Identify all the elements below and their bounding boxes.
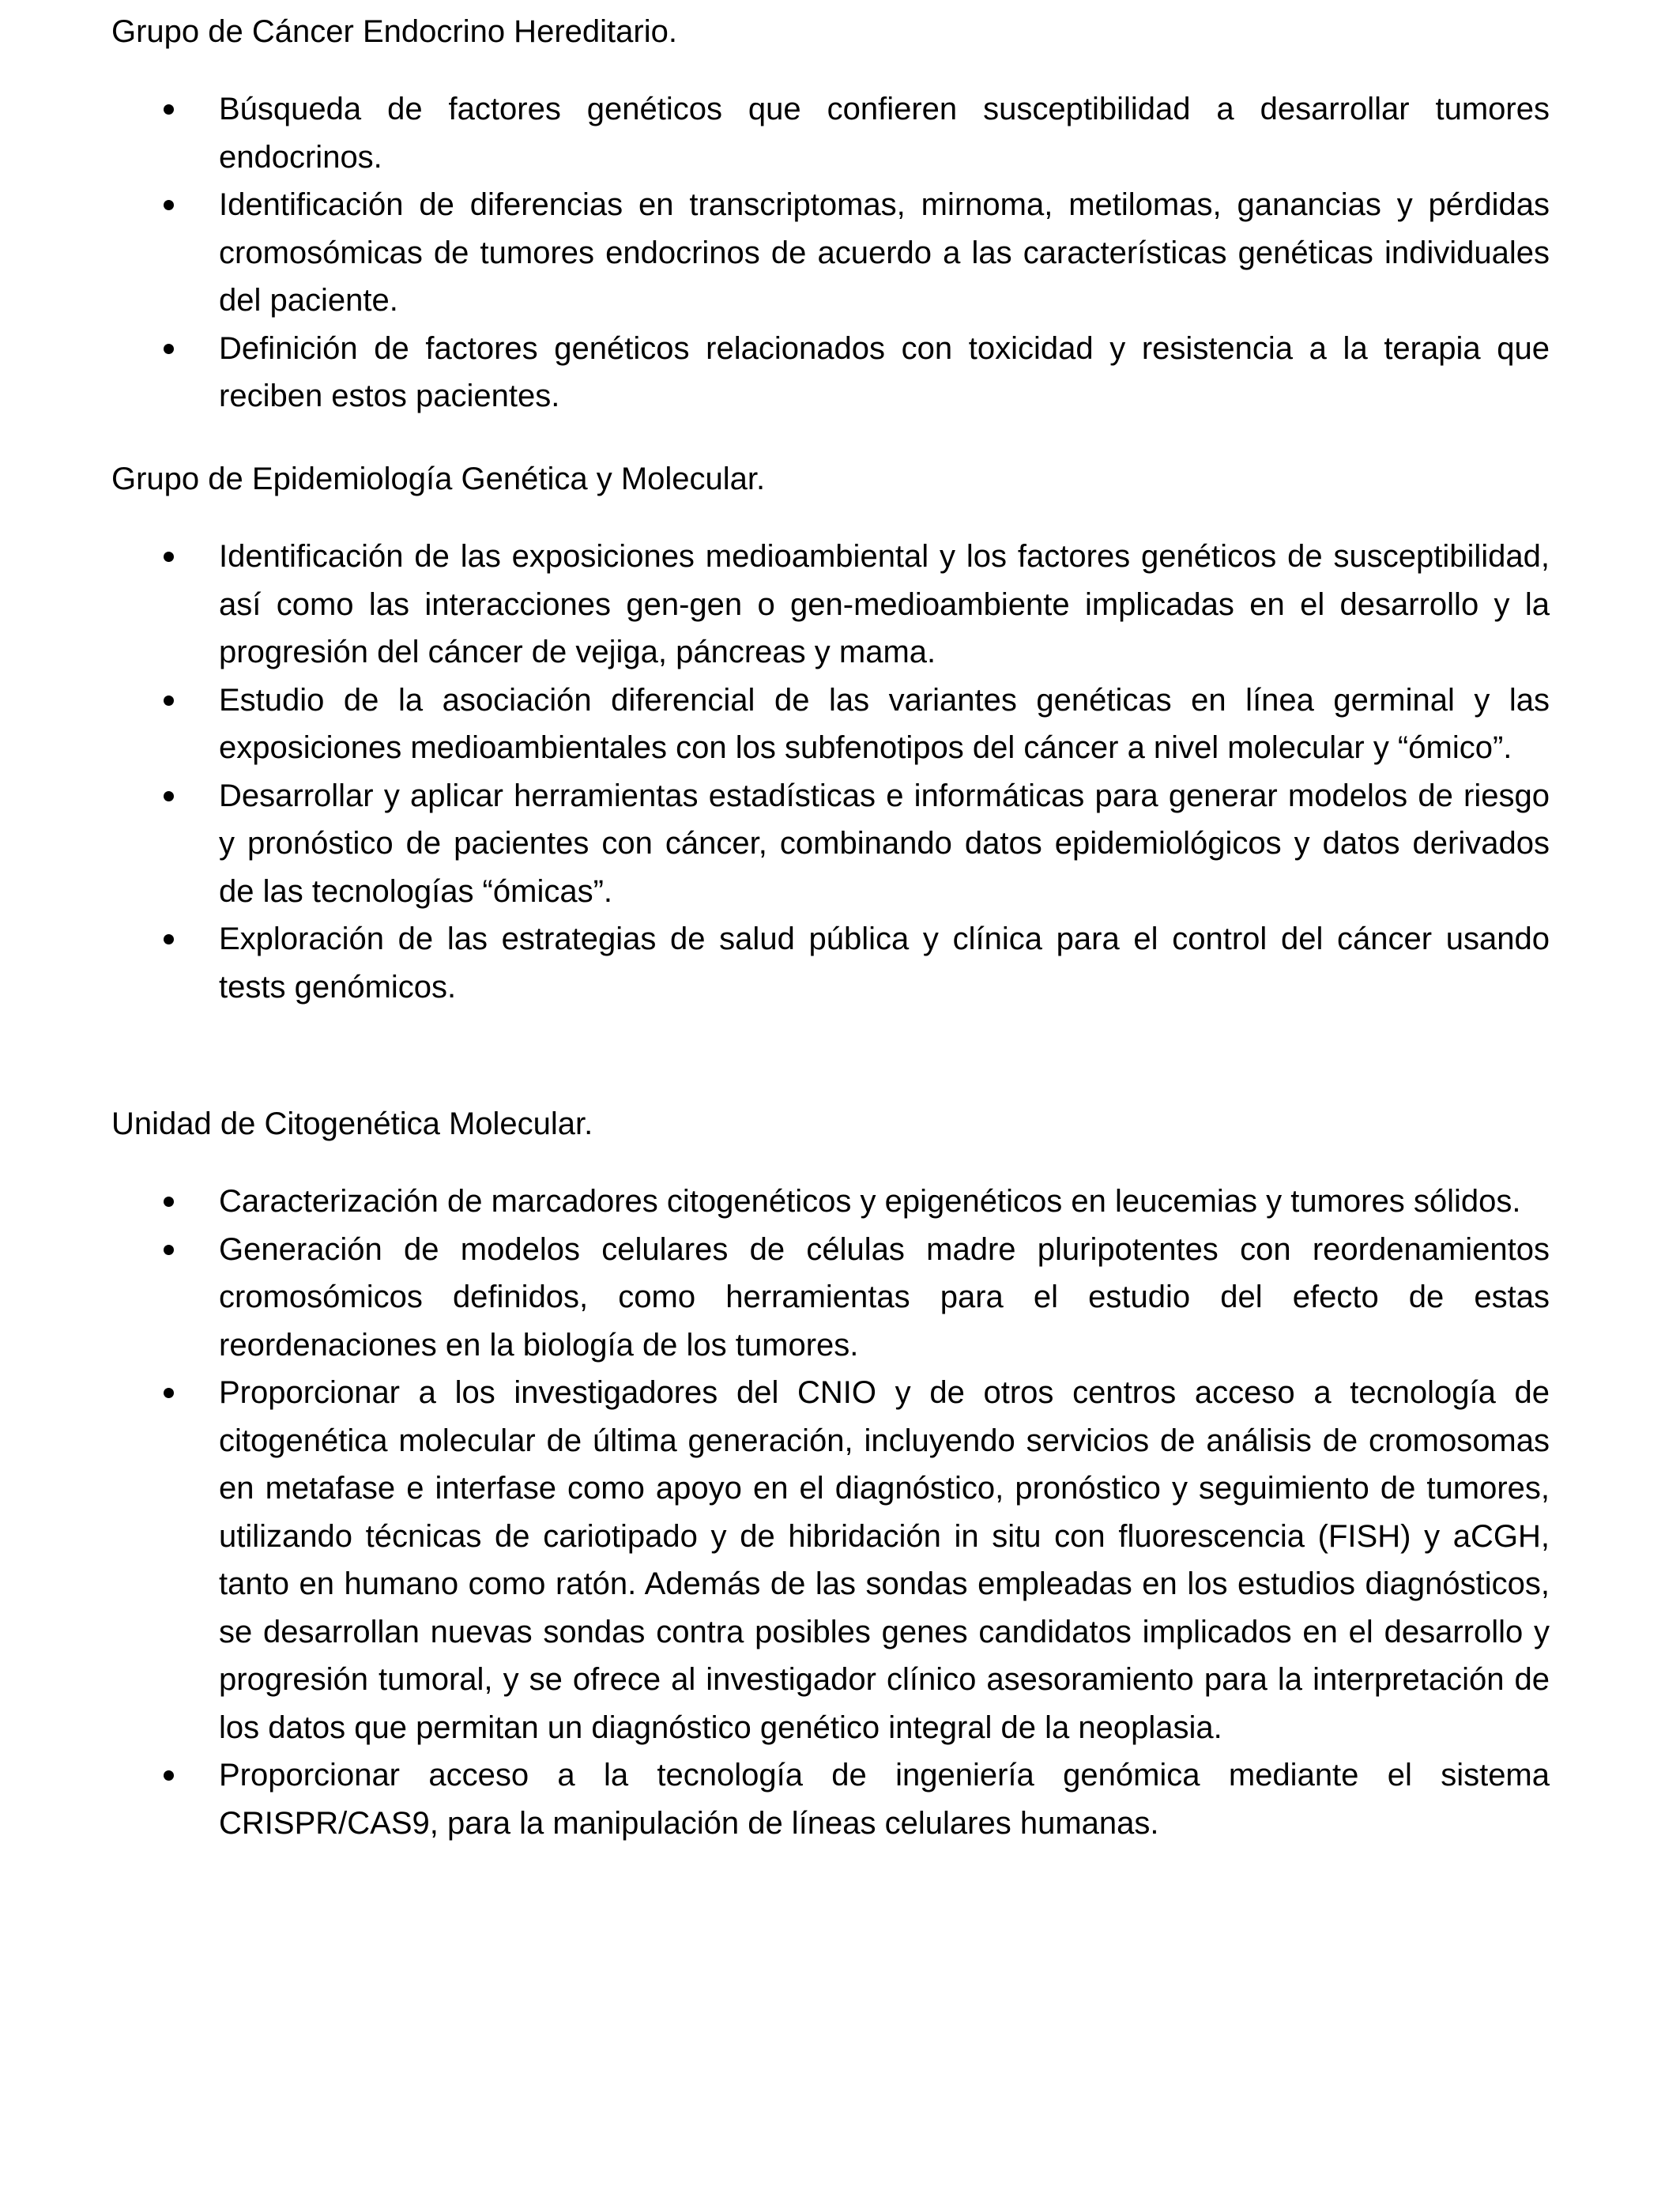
- list-item: [111, 181, 1550, 325]
- list-item: [111, 1369, 1550, 1751]
- bullet-icon: [164, 552, 174, 562]
- section-epidemiologia: [111, 455, 1550, 1005]
- list-item-text: Identificación de las exposiciones medioambiental y los factores genéticos de susceptibilidad, así como las interacciones gen-gen o gen-medioambiente implicadas en el desarrollo y la progresión del cáncer de vejiga, páncreas y mama.: [219, 539, 1550, 669]
- list-item-text: Exploración de las estrategias de salud pública y clínica para el control del cáncer usando tests genómicos.: [219, 922, 1550, 1005]
- list-item-text: Identificación de diferencias en transcriptomas, mirnoma, metilomas, ganancias y pérdidas cromosómicas de tumores endocrinos de acuerdo a las características genéticas individuales del paciente.: [219, 187, 1550, 318]
- bullet-list: [111, 1178, 1550, 1847]
- list-item-text: Generación de modelos celulares de células madre pluripotentes con reordenamientos cromosómicos definidos, como herramientas para el estudio del efecto de estas reordenaciones en la biología de los tumores.: [219, 1231, 1550, 1363]
- list-item: [111, 677, 1550, 772]
- section-cancer-endocrino: [111, 8, 1550, 413]
- bullet-icon: [164, 1388, 174, 1398]
- list-item-text: Estudio de la asociación diferencial de las variantes genéticas en línea germinal y las exposiciones medioambientales con los subfenotipos del cáncer a nivel molecular y “ómico”.: [219, 682, 1550, 765]
- bullet-icon: [164, 1197, 174, 1207]
- list-item: [111, 772, 1550, 916]
- list-item: [111, 1226, 1550, 1370]
- section-citogenetica: [111, 1100, 1550, 1841]
- bullet-icon: [164, 200, 174, 210]
- list-item-text: Caracterización de marcadores citogenéticos y epigenéticos en leucemias y tumores sólidos.: [219, 1184, 1521, 1219]
- list-item: [111, 915, 1550, 1011]
- list-item: [111, 1751, 1550, 1847]
- list-item: [111, 85, 1550, 181]
- list-item: [111, 325, 1550, 420]
- bullet-list: [111, 533, 1550, 1011]
- bullet-icon: [164, 696, 174, 706]
- list-item: [111, 533, 1550, 677]
- bullet-icon: [164, 344, 174, 354]
- list-item-text: Proporcionar acceso a la tecnología de ingeniería genómica mediante el sistema CRISPR/CAS9, para la manipulación de líneas celulares humanas.: [219, 1758, 1550, 1841]
- list-item-text: Proporcionar a los investigadores del CNIO y de otros centros acceso a tecnología de citogenética molecular de última generación, incluyendo servicios de análisis de cromosomas en metafase e interfase como apoyo en el diagnóstico, pronóstico y seguimiento de tumores, utilizando técnicas de cariotipado y de hibridación in situ con fluorescencia (FISH) y aCGH, tanto en humano como ratón. Además de las sondas empleadas en los estudios diagnósticos, se desarrollan nuevas sondas contra posibles genes candidatos implicados en el desarrollo y progresión tumoral, y se ofrece al investigador clínico asesoramiento para la interpretación de los datos que permitan un diagnóstico genético integral de la neoplasia.: [219, 1375, 1550, 1745]
- list-item-text: Desarrollar y aplicar herramientas estadísticas e informáticas para generar modelos de riesgo y pronóstico de pacientes con cáncer, combinando datos epidemiológicos y datos derivados de las tecnologías “ómicas”.: [219, 778, 1550, 909]
- bullet-icon: [164, 934, 174, 944]
- bullet-icon: [164, 1245, 174, 1255]
- bullet-list: [111, 85, 1550, 420]
- bullet-icon: [164, 104, 174, 115]
- list-item-text: Definición de factores genéticos relacionados con toxicidad y resistencia a la terapia que reciben estos pacientes.: [219, 330, 1550, 413]
- section-title: Grupo de Cáncer Endocrino Hereditario.: [111, 14, 677, 49]
- bullet-icon: [164, 1770, 174, 1781]
- section-title: Grupo de Epidemiología Genética y Molecular.: [111, 462, 766, 496]
- list-item: [111, 1178, 1550, 1226]
- section-title: Unidad de Citogenética Molecular.: [111, 1106, 593, 1141]
- bullet-icon: [164, 791, 174, 801]
- list-item-text: Búsqueda de factores genéticos que confieren susceptibilidad a desarrollar tumores endocrinos.: [219, 92, 1550, 175]
